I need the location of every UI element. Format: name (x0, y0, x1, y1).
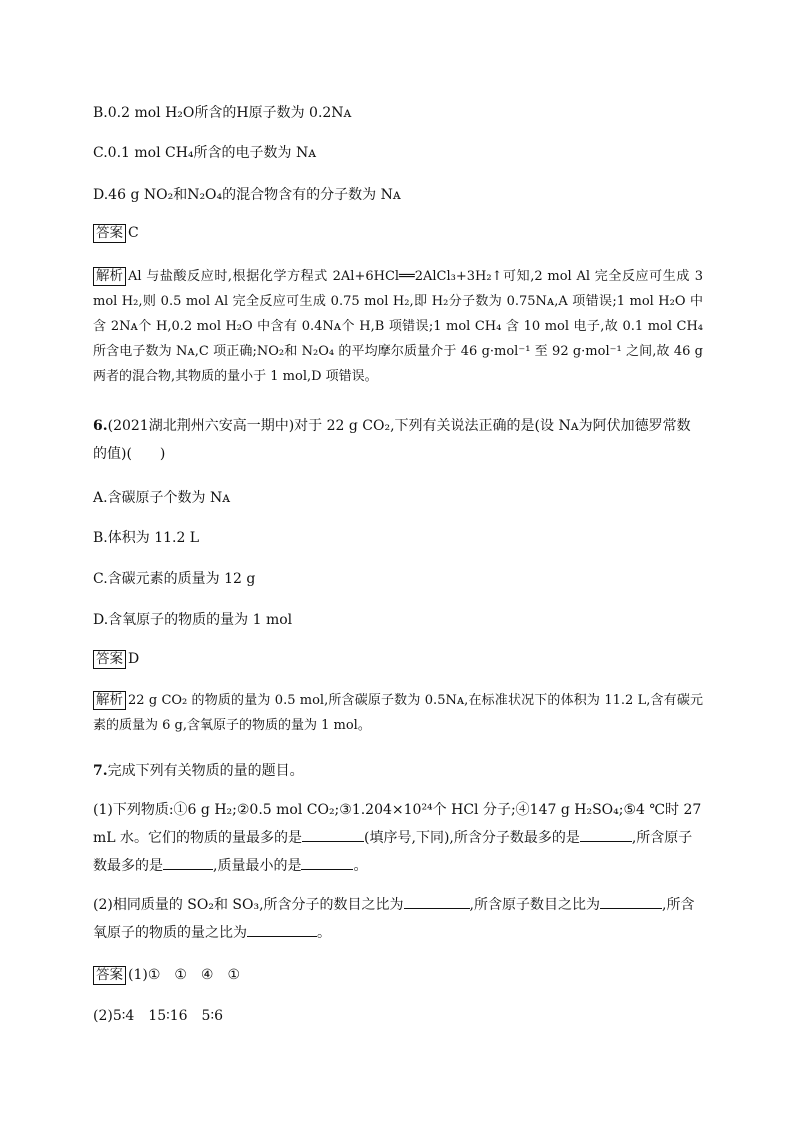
explanation-text: 22 g CO₂ 的物质的量为 0.5 mol,所含碳原子数为 0.5Nᴀ,在标准状况下的体积为 11.2 L,含有碳元素的质量为 6 g,含氧原子的物质的量为 1 mol。 (93, 693, 703, 733)
part-2-text: (2)相同质量的 SO₂和 SO₃,所含分子的数目之比为 (93, 897, 404, 913)
question-number: 7. (93, 763, 108, 779)
answer-label: 答案 (93, 966, 126, 985)
part-1-text: (1)下列物质:①6 g H₂;②0.5 mol CO₂;③1.204×10²⁴个 HCl 分子;④147 g H₂SO₄;⑤4 ℃时 27 mL 水。它们的物质的量最多的是 (93, 802, 702, 846)
part-2-text: 。 (317, 925, 331, 941)
option-d: D.46 g NO₂和N₂O₄的混合物含有的分子数为 Nᴀ (93, 187, 401, 203)
explanation (93, 688, 703, 738)
answer-label: 答案 (93, 650, 126, 669)
part-2-text: ,所含氧原子的物质的量之比为 (93, 897, 695, 941)
answer-value: (1)① ① ④ ① (128, 967, 241, 983)
question-6-stem (93, 412, 703, 468)
part-2-text: ,所含原子数目之比为 (469, 897, 600, 913)
question-number: 6. (93, 418, 108, 434)
answer-value: C (128, 225, 139, 241)
answer-row (93, 964, 240, 985)
answer-blank[interactable] (600, 894, 662, 909)
option-b: B.体积为 11.2 L (93, 530, 200, 546)
explanation-label: 解析 (93, 267, 126, 286)
answer-blank[interactable] (301, 855, 353, 870)
option-c: C.含碳元素的质量为 12 g (93, 571, 256, 587)
option-b: B.0.2 mol H₂O所含的H原子数为 0.2Nᴀ (93, 105, 352, 121)
part-1-text: ,质量最小的是 (213, 858, 302, 874)
answer-blank[interactable] (247, 922, 317, 937)
answer-row (93, 650, 139, 669)
answer-blank[interactable] (404, 894, 470, 909)
question-text: 完成下列有关物质的量的题目。 (107, 763, 304, 779)
explanation-label: 解析 (93, 691, 126, 710)
part-1-text: ,所含原子数最多的是 (93, 830, 693, 874)
answer-value: D (128, 651, 140, 667)
question-7-part-1 (93, 796, 703, 880)
question-text: (2021湖北荆州六安高一期中)对于 22 g CO₂,下列有关说法正确的是(设 Nᴀ为阿伏加德罗常数的值)( ) (93, 418, 691, 462)
explanation-text: Al 与盐酸反应时,根据化学方程式 2Al+6HCl══2AlCl₃+3H₂↑可知,2 mol Al 完全反应可生成 3 mol H₂,则 0.5 mol Al 完全反应可生成 0.75 mol H₂,即 H₂分子数为 0.75Nᴀ,A 项错误;1 mol H₂O 中含 2Nᴀ个 H,0.2 mol H₂O 中含有 0.4Nᴀ个 H,B 项错误;1 mol CH₄ 含 10 mol 电子,故 0.1 mol CH₄ 所含电子数为 Nᴀ,C 项正确;NO₂和 N₂O₄ 的平均摩尔质量介于 46 g·mol⁻¹ 至 92 g·mol⁻¹ 之间,故 46 g 两者的混合物,其物质的量小于 1 mol,D 项错误。 (93, 269, 703, 384)
answer-blank[interactable] (580, 827, 632, 842)
answer-label: 答案 (93, 224, 126, 243)
answer-blank[interactable] (163, 855, 213, 870)
answer-row (93, 224, 139, 243)
answer-blank[interactable] (302, 827, 364, 842)
option-d: D.含氧原子的物质的量为 1 mol (93, 612, 293, 628)
question-7-stem (93, 760, 304, 780)
answer-line-2: (2)5∶4 15∶16 5∶6 (93, 1008, 224, 1024)
explanation (93, 264, 703, 389)
question-7-part-2 (93, 891, 703, 947)
option-a: A.含碳原子个数为 Nᴀ (93, 490, 231, 506)
option-c: C.0.1 mol CH₄所含的电子数为 Nᴀ (93, 145, 317, 161)
part-1-text: 。 (353, 858, 368, 874)
part-1-text: (填序号,下同),所含分子数最多的是 (364, 830, 580, 846)
